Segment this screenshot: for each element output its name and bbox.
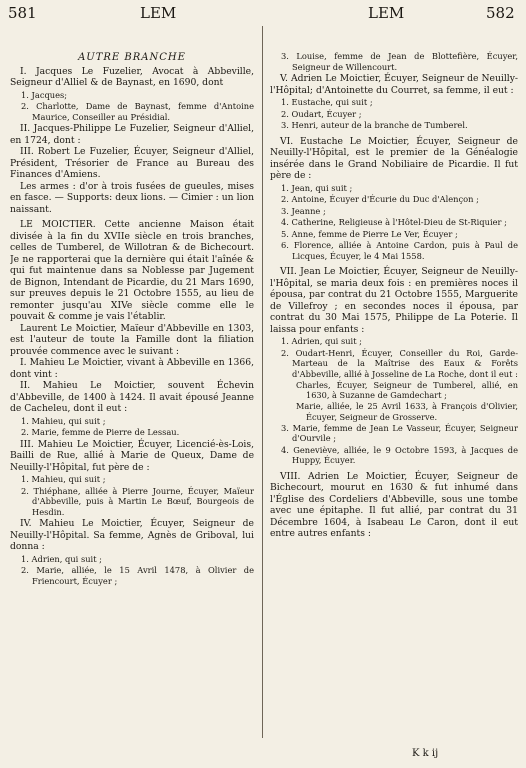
branch-title: AUTRE BRANCHE (78, 52, 186, 63)
child-entry: 6. Florence, alliée à Antoine Cardon, puis à Paul de Licques, Écuyer, le 4 Mai 1558. (281, 240, 518, 261)
child-entry: 1. Adrien, qui suit ; (281, 336, 362, 346)
left-column (10, 52, 254, 744)
child-entry: 2. Oudart, Écuyer ; (281, 108, 362, 119)
child-entry: 2. Charlotte, Dame de Baynast, femme d'Antoine Maurice, Conseiller au Présidial. (21, 101, 254, 122)
child-entry: 2. Oudart-Henri, Écuyer, Conseiller du Roi, Garde-Marteau de la Maîtrise des Eaux & Forêts d'Abbeville, allié à Josseline de La Roche, dont il eut : (281, 347, 518, 379)
child-entry: 1. Mahieu, qui suit ; (21, 415, 106, 426)
child-entry: 3. Marie, femme de Jean Le Vasseur, Écuyer, Seigneur d'Ourvile ; (281, 422, 518, 444)
child-entry: 2. Thiéphane, alliée à Pierre Journe, Écuyer, Maïeur d'Abbeville, puis à Martin Le Bœuf, Bourgeois de Hesdin. (21, 485, 254, 517)
entry-paragraph: I. Mahieu Le Moictier, vivant à Abbeville en 1366, dont vint : (10, 357, 254, 380)
child-entry: 1. Jacques; (21, 89, 68, 100)
column-divider (262, 26, 263, 738)
child-entry: 2. Marie, alliée, le 15 Avril 1478, à Olivier de Friencourt, Écuyer ; (21, 565, 254, 586)
family-intro-paragraph: LE MOICTIER. Cette ancienne Maison était divisée à la fin du XVIIe siècle en trois branches, celles de Tumberel, de Willotran & de Bichecourt. Je ne rapporterai que la dernière qui était l'aînée & qui fut maintenue dans sa Noblesse par Jugement de Bignon, Intendant de Picardie, du 21 Mars 1690, sur preuves depuis le 21 Octobre 1555, au lieu de remonter jusqu'au XIVe siècle comme elle le pouvait & comme je vais l'établir. (10, 219, 254, 322)
entry-paragraph: Laurent Le Moictier, Maïeur d'Abbeville en 1303, est l'auteur de toute la Famille dont la filiation prouvée commence avec le suivant : (10, 322, 254, 357)
child-entry: 3. Jeanne ; (281, 205, 326, 216)
child-entry: 3. Louise, femme de Jean de Blottefière, Écuyer, Seigneur de Willencourt. (281, 51, 518, 72)
child-entry: 4. Catherine, Religieuse à l'Hôtel-Dieu de St-Riquier ; (281, 217, 507, 227)
entry-paragraph: VII. Jean Le Moictier, Écuyer, Seigneur de Neuilly-l'Hôpital, se maria deux fois : en premières noces il épousa, par contrat du 21 Octobre 1555, Marguerite de Villefroy ; en secondes noces il épousa, par contrat du 30 Mai 1575, Philippe de La Poterie. Il laissa pour enfants : (270, 266, 518, 335)
grandchild-entry: Marie, alliée, le 25 Avril 1633, à François d'Olivier, Écuyer, Seigneur de Grosserve. (296, 401, 518, 422)
child-entry: 1. Mahieu, qui suit ; (21, 474, 106, 484)
page-number-right: 582 (486, 4, 515, 22)
entry-paragraph: VIII. Adrien Le Moictier, Écuyer, Seigneur de Bichecourt, mourut en 1630 & fut inhumé dans l'Église des Cordeliers d'Abbeville, sous une tombe avec une épitaphe. Il fut allié, par contrat du 31 Décembre 1604, à Isabeau Le Caron, dont il eut entre autres enfants : (270, 470, 518, 540)
child-entry: 4. Geneviève, alliée, le 9 Octobre 1593, à Jacques de Huppy, Écuyer. (281, 444, 518, 466)
page-number-left: 581 (8, 4, 37, 22)
entry-paragraph: V. Adrien Le Moictier, Écuyer, Seigneur de Neuilly-l'Hôpital; d'Antoinette du Courret, sa femme, il eut : (270, 73, 518, 96)
child-entry: 5. Anne, femme de Pierre Le Ver, Écuyer ; (281, 228, 458, 239)
entry-paragraph: II. Jacques-Philippe Le Fuzelier, Seigneur d'Alliel, en 1724, dont : (10, 123, 254, 146)
child-entry: 1. Jean, qui suit ; (281, 182, 353, 193)
entry-paragraph: IV. Mahieu Le Moictier, Écuyer, Seigneur de Neuilly-l'Hôpital. Sa femme, Agnès de Griboval, lui donna : (10, 518, 254, 552)
entry-paragraph: I. Jacques Le Fuzelier, Avocat à Abbeville, Seigneur d'Alliel & de Baynast, en 1690, dont (10, 65, 254, 88)
entry-paragraph: VI. Eustache Le Moictier, Écuyer, Seigneur de Neuilly-l'Hôpital, est le premier de la Généalogie insérée dans le Grand Nobiliaire de Picardie. Il fut père de : (270, 135, 518, 181)
child-entry: 1. Adrien, qui suit ; (21, 553, 102, 564)
running-headword-left: LEM (140, 4, 177, 22)
entry-paragraph: III. Robert Le Fuzelier, Écuyer, Seigneur d'Alliel, Président, Trésorier de France au Bureau des Finances d'Amiens. (10, 146, 254, 180)
entry-paragraph: II. Mahieu Le Moictier, souvent Échevin d'Abbeville, de 1400 à 1424. Il avait épousé Jeanne de Cacheleu, dont il eut : (10, 380, 254, 414)
child-entry: 2. Marie, femme de Pierre de Lessau. (21, 427, 180, 437)
entry-paragraph: III. Mahieu Le Moictier, Écuyer, Licencié-ès-Lois, Bailli de Rue, allié à Marie de Queux, Dame de Neuilly-l'Hôpital, fut père de : (10, 438, 254, 473)
signature-mark: K k ij (412, 748, 439, 759)
right-column (270, 24, 518, 744)
child-entry: 1. Eustache, qui suit ; (281, 97, 373, 107)
child-entry: 2. Antoine, Écuyer d'Écurie du Duc d'Alençon ; (281, 194, 479, 204)
grandchild-entry: Charles, Écuyer, Seigneur de Tumberel, allié, en 1630, à Suzanne de Gamdechart ; (296, 380, 518, 401)
arms-paragraph: Les armes : d'or à trois fusées de gueules, mises en fasce. — Supports: deux lions. — Cimier : un lion naissant. (10, 180, 254, 215)
child-entry: 3. Henri, auteur de la branche de Tumberel. (281, 120, 468, 130)
running-headword-right: LEM (368, 4, 405, 22)
